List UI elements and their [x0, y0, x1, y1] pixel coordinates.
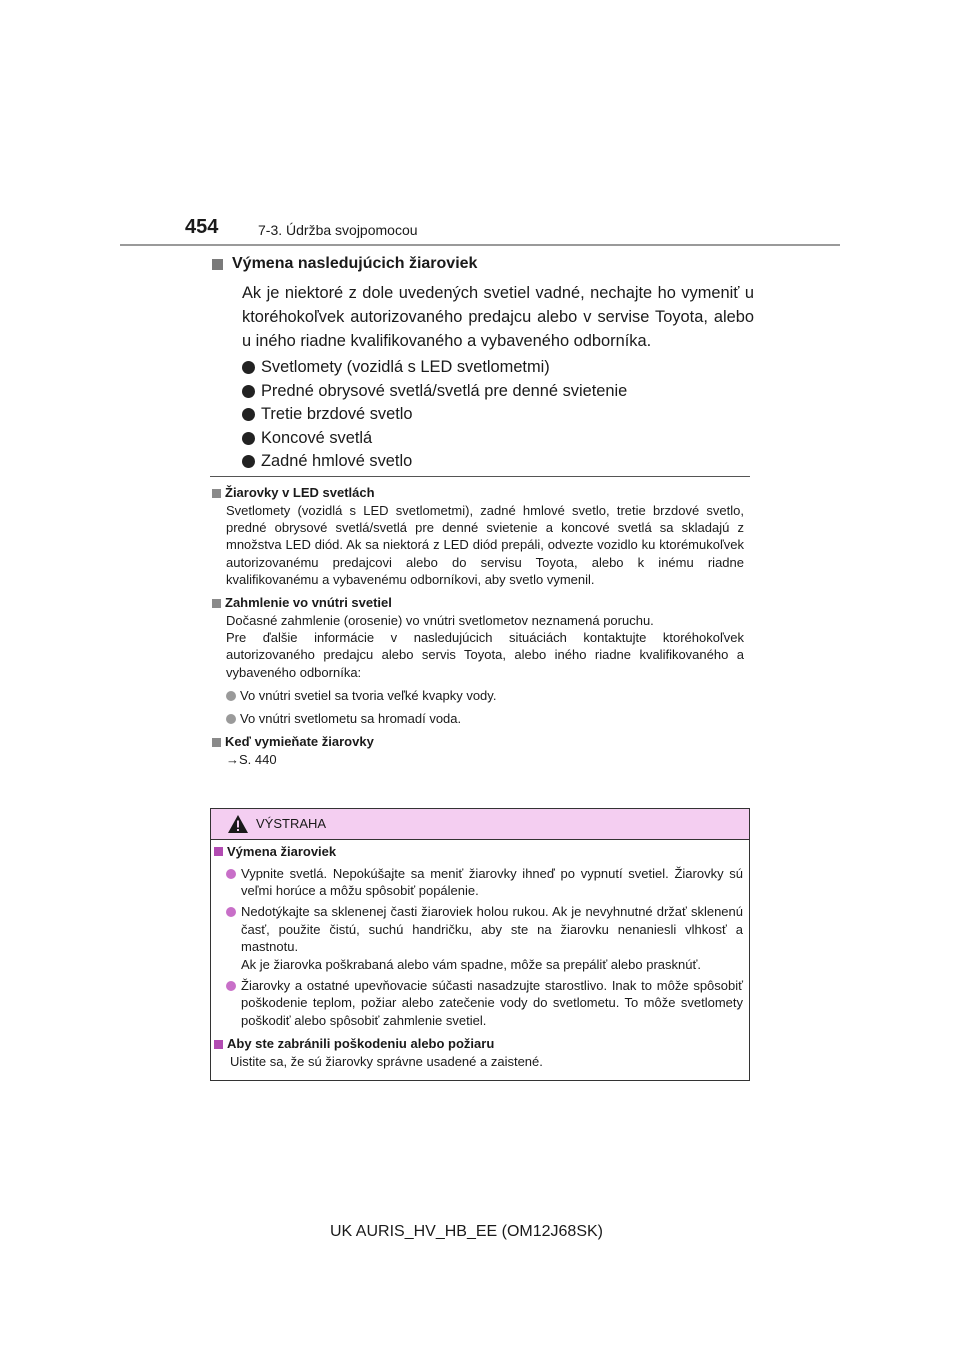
note-heading-text: Zahmlenie vo vnútri svetiel [225, 595, 392, 611]
list-item [242, 450, 754, 474]
bullet-icon [226, 907, 236, 917]
bulb-list [242, 356, 754, 474]
note-heading-fog [212, 594, 744, 612]
bullet-icon [242, 455, 255, 468]
page-reference-link[interactable]: →S. 440 [226, 752, 277, 768]
square-bullet-icon [212, 489, 221, 498]
warning-text: Uistite sa, že sú žiarovky správne usadené a zaistené. [230, 1053, 543, 1069]
main-section [212, 254, 754, 474]
warning-heading-text: Výmena žiaroviek [227, 844, 337, 859]
warning-header [211, 809, 749, 840]
list-item-text: Tretie brzdové svetlo [261, 405, 413, 423]
warning-title: VÝSTRAHA [256, 816, 327, 831]
main-heading-text: Výmena nasledujúcich žiaroviek [232, 255, 478, 272]
square-bullet-icon [212, 259, 223, 270]
warning-list-item [226, 903, 743, 973]
note-list-item [226, 710, 744, 727]
bullet-icon [242, 432, 255, 445]
warning-heading [214, 1035, 743, 1053]
header-divider [120, 244, 840, 246]
list-item-text: Zadné hmlové svetlo [261, 452, 413, 470]
footer-model: UK AURIS_HV_HB_EE (OM12J68SK) [330, 1223, 603, 1240]
note-list-text: Vo vnútri svetlometu sa hromadí voda. [240, 711, 462, 727]
note-list-item [226, 687, 744, 704]
bullet-icon [242, 385, 255, 398]
bullet-icon [226, 869, 236, 879]
notes-section [212, 484, 744, 768]
main-paragraph: Ak je niektoré z dole uvedených svetiel vadné, nechajte ho vymeniť u ktoréhokoľvek autorizovaného predajcu alebo v servise Toyota, alebo u iného riadne kvalifikovaného a vybaveného odborníka. [242, 284, 754, 350]
list-item-text: Predné obrysové svetlá/svetlá pre denné svietenie [261, 381, 628, 400]
warning-item-text [241, 903, 743, 973]
square-bullet-icon [214, 1040, 223, 1049]
bullet-icon [226, 981, 236, 991]
bullet-icon [242, 408, 255, 421]
bullet-icon [226, 691, 236, 701]
warning-triangle-icon [227, 814, 249, 834]
note-heading-text: Žiarovky v LED svetlách [225, 485, 375, 500]
list-item [242, 427, 754, 451]
list-item [242, 380, 754, 404]
bullet-icon [226, 714, 236, 724]
note-text-fog [226, 612, 744, 681]
warning-list-item [226, 977, 743, 1029]
warning-box [210, 808, 750, 1081]
warning-heading-text: Aby ste zabránili poškodeniu alebo požiaru [227, 1036, 495, 1052]
warning-heading [214, 843, 743, 861]
warning-item-paragraph: Nedotýkajte sa sklenenej časti žiaroviek holou rukou. Ak je nevyhnutné držať sklenenú časť, použite čistú, suchú handričku, aby ste na žiarovku nenaniesli vlhkosť a mastnotu. [241, 904, 743, 955]
list-item [242, 403, 754, 427]
section-title: 7-3. Údržba svojpomocou [258, 222, 418, 238]
note-list-text: Vo vnútri svetiel sa tvoria veľké kvapky vody. [240, 687, 497, 703]
warning-body [211, 840, 749, 1080]
note-text-led: Svetlomety (vozidlá s LED svetlometmi), zadné hmlové svetlo, tretie brzdové svetlo, predné obrysové svetlá/svetlá pre denné svietenie a koncové svetlá sa skladajú z množstva LED diód. Ak sa niektorá z LED diód prepáli, odvezte vozidlo ku ktorémukoľvek autorizovanému predajcovi alebo do servisu Toyota, alebo k inému riadne kvalifikovanému a vybavenému odborníkovi, aby svetlo vymenil. [226, 503, 744, 587]
bullet-icon [242, 361, 255, 374]
warning-item-text: Žiarovky a ostatné upevňovacie súčasti nasadzujte starostlivo. Inak to môže spôsobiť poškodenie teplom, požiar alebo zatečenie vody do svetlometu. To môže svetlomety poškodiť alebo spôsobiť zahmlenie svetiel. [241, 978, 743, 1028]
warning-item-text: Vypnite svetlá. Nepokúšajte sa meniť žiarovky ihneď po vypnutí svetiel. Žiarovky sú veľmi horúce a môžu spôsobiť popálenie. [241, 865, 743, 898]
page-number: 454 [185, 216, 219, 238]
warning-list-item [226, 865, 743, 900]
section-divider [210, 476, 750, 477]
list-item [242, 356, 754, 380]
note-heading-replace [212, 733, 744, 751]
main-heading [212, 254, 754, 274]
square-bullet-icon [212, 599, 221, 608]
list-item-text: Svetlomety (vozidlá s LED svetlometmi) [261, 358, 550, 376]
square-bullet-icon [214, 847, 223, 856]
square-bullet-icon [212, 738, 221, 747]
warning-item-paragraph: Ak je žiarovka poškrabaná alebo vám spadne, môže sa prepáliť alebo prasknúť. [241, 956, 701, 972]
list-item-text: Koncové svetlá [261, 428, 373, 447]
note-text-line: Dočasné zahmlenie (orosenie) vo vnútri svetlometov neznamená poruchu. [226, 613, 654, 629]
note-heading-led [212, 484, 744, 502]
note-text-line: Pre ďalšie informácie v nasledujúcich situáciách kontaktujte ktoréhokoľvek autorizovaného predajcu alebo servis Toyota, alebo iného riadne kvalifikovaného a vybaveného odborníka: [226, 630, 744, 680]
note-heading-text: Keď vymieňate žiarovky [225, 734, 374, 750]
